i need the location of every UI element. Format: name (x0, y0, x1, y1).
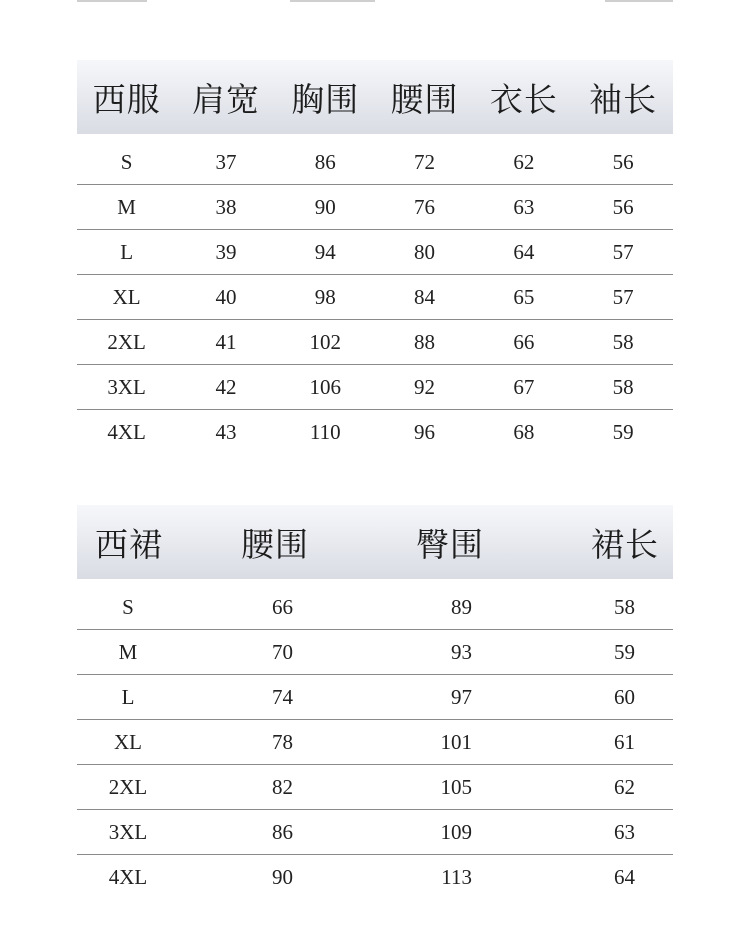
measurement-cell: 76 (414, 194, 436, 219)
measurement-cell: 93 (451, 639, 472, 664)
measurement-cell: 101 (440, 729, 472, 754)
measurement-cell: 66 (272, 594, 293, 619)
measurement-cell: 59 (614, 639, 635, 664)
measurement-cell: 96 (414, 420, 436, 444)
table-row (77, 675, 673, 720)
measurement-cell: 43 (215, 420, 237, 444)
measurement-cell: 109 (440, 819, 472, 844)
table-row (77, 630, 673, 675)
size-label: M (118, 639, 138, 664)
column-header: 裙长 (591, 524, 659, 564)
measurement-cell: 70 (272, 639, 293, 664)
measurement-cell: 94 (314, 239, 336, 264)
size-label: M (117, 194, 136, 219)
measurement-cell: 105 (440, 774, 472, 799)
measurement-cell: 64 (513, 239, 535, 264)
measurement-cell: 65 (513, 284, 535, 309)
measurement-cell: 66 (513, 329, 535, 354)
table-row (77, 230, 673, 275)
measurement-cell: 59 (612, 420, 634, 444)
size-label: 4XL (107, 420, 146, 444)
measurement-cell: 57 (612, 284, 634, 309)
size-label: 2XL (107, 329, 146, 354)
measurement-cell: 80 (414, 239, 436, 264)
measurement-cell: 113 (441, 865, 472, 889)
skirt-table-body (77, 579, 673, 900)
table-row (77, 765, 673, 810)
measurement-cell: 102 (309, 329, 341, 354)
table-row (77, 365, 673, 410)
measurement-cell: 106 (309, 374, 341, 399)
size-label: 4XL (108, 865, 148, 889)
size-label: 3XL (107, 374, 146, 399)
measurement-cell: 72 (414, 149, 436, 174)
size-label: XL (112, 284, 141, 309)
measurement-cell: 63 (614, 819, 635, 844)
skirt-size-table (77, 505, 673, 900)
column-header: 肩宽 (191, 79, 260, 119)
skirt-table-header (77, 505, 673, 579)
measurement-cell: 38 (215, 194, 237, 219)
measurement-cell: 37 (215, 149, 237, 174)
suit-table-body (77, 134, 673, 455)
measurement-cell: 84 (414, 284, 436, 309)
measurement-cell: 56 (612, 149, 634, 174)
table-row (77, 275, 673, 320)
size-label: L (121, 684, 135, 709)
size-label: 2XL (108, 774, 148, 799)
measurement-cell: 42 (215, 374, 237, 399)
measurement-cell: 88 (414, 329, 436, 354)
table-row (77, 185, 673, 230)
table-row (77, 585, 673, 630)
measurement-cell: 57 (612, 239, 634, 264)
table-row (77, 320, 673, 365)
suit-table-header (77, 60, 673, 134)
table-row (77, 810, 673, 855)
measurement-cell: 40 (215, 284, 237, 309)
measurement-cell: 92 (414, 374, 436, 399)
measurement-cell: 61 (614, 729, 635, 754)
measurement-cell: 67 (513, 374, 535, 399)
measurement-cell: 62 (513, 149, 535, 174)
measurement-cell: 89 (451, 594, 472, 619)
measurement-cell: 39 (215, 239, 237, 264)
measurement-cell: 63 (513, 194, 535, 219)
measurement-cell: 41 (215, 329, 237, 354)
top-edge-lines (0, 0, 750, 4)
column-header: 臀围 (416, 524, 484, 564)
size-label: 3XL (108, 819, 148, 844)
table-row (77, 720, 673, 765)
measurement-cell: 74 (272, 684, 293, 709)
measurement-cell: 64 (614, 865, 635, 889)
measurement-cell: 86 (314, 149, 336, 174)
column-header: 袖长 (589, 79, 658, 119)
measurement-cell: 58 (612, 329, 634, 354)
size-label: XL (114, 729, 142, 754)
measurement-cell: 90 (272, 865, 293, 889)
column-header: 腰围 (390, 79, 459, 119)
column-header: 胸围 (291, 79, 360, 119)
size-label: S (120, 149, 133, 174)
suit-size-table (77, 60, 673, 455)
measurement-cell: 58 (614, 594, 635, 619)
table-row (77, 855, 673, 900)
table-row (77, 410, 673, 455)
measurement-cell: 97 (451, 684, 472, 709)
measurement-cell: 110 (309, 420, 341, 444)
measurement-cell: 68 (513, 420, 535, 444)
measurement-cell: 82 (272, 774, 293, 799)
table-row (77, 140, 673, 185)
column-header: 衣长 (489, 79, 558, 119)
measurement-cell: 78 (272, 729, 293, 754)
measurement-cell: 60 (614, 684, 635, 709)
measurement-cell: 56 (612, 194, 634, 219)
column-header: 西裙 (95, 524, 163, 564)
size-label: S (122, 594, 134, 619)
column-header: 西服 (92, 79, 161, 119)
measurement-cell: 98 (314, 284, 336, 309)
measurement-cell: 86 (272, 819, 293, 844)
column-header: 腰围 (241, 524, 309, 564)
size-label: L (120, 239, 134, 264)
measurement-cell: 90 (314, 194, 336, 219)
measurement-cell: 62 (614, 774, 635, 799)
measurement-cell: 58 (612, 374, 634, 399)
